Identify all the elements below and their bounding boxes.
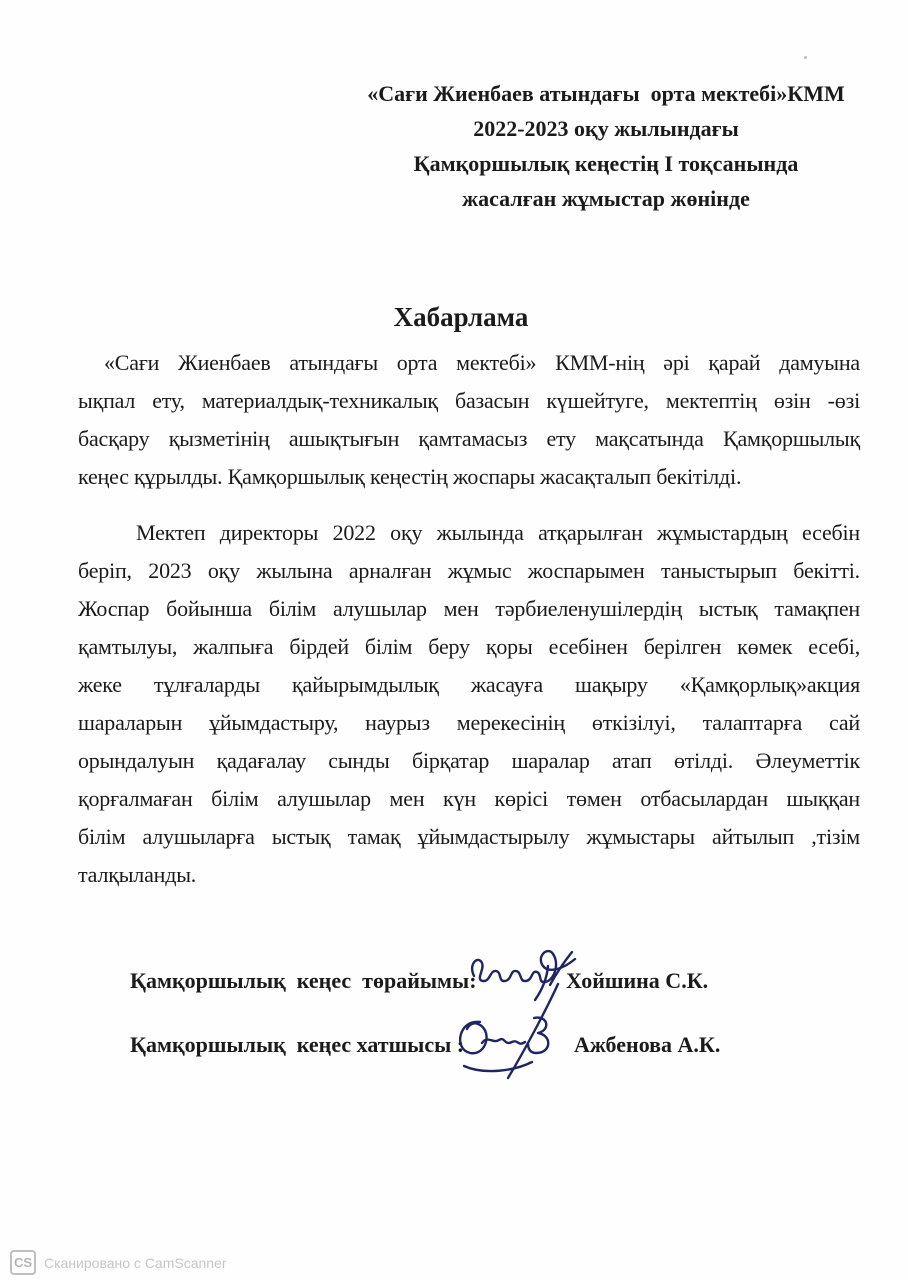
signee-name-secretary: Ажбенова А.К.: [574, 1032, 721, 1057]
header-line-3: Қамқоршылық кеңестің I тоқсанында: [413, 151, 799, 176]
signee-name-chairwoman: Хойшина С.К.: [566, 968, 709, 993]
text-line: басқару қызметінің ашықтығын қамтамасыз ету мақсатында Қамқоршылық: [78, 426, 860, 451]
camscanner-badge-icon: CS: [10, 1250, 36, 1275]
text-line: шараларын ұйымдастыру, наурыз мерекесінің өткізілуі, талаптарға сай: [78, 710, 860, 735]
text-line: ықпал ету, материалдық-техникалық базасын күшейтуге, мектептің өзін -өзі: [78, 388, 860, 413]
text-line: кеңес құрылды. Қамқоршылық кеңестің жоспары жасақталып бекітілді.: [78, 464, 742, 489]
paragraph-2: [78, 514, 860, 894]
page-title: Хабарлама: [393, 302, 529, 332]
text-line: қорғалмаған білім алушылар мен күн көрісі төмен отбасылардан шыққан: [78, 786, 860, 811]
handwritten-signature-secretary: [446, 978, 576, 1083]
text-line: Жоспар бойынша білім алушылар мен тәрбиеленушілердің ыстық тамақпен: [78, 596, 860, 621]
header-line-1: «Сағи Жиенбаев атындағы орта мектебі»КММ: [367, 81, 845, 106]
text-line: Мектеп директоры 2022 оқу жылында атқарылған жұмыстардың есебін: [136, 520, 860, 545]
header-line-2: 2022-2023 оқу жылындағы: [473, 116, 739, 141]
signature-label-chairwoman: Қамқоршылық кеңес төрайымы:: [130, 968, 477, 993]
text-line: талқыланды.: [78, 862, 197, 887]
signature-label-secretary: Қамқоршылық кеңес хатшысы :: [130, 1032, 465, 1057]
text-line: қамтылуы, жалпыға бірдей білім беру қоры есебінен берілген көмек есебі,: [78, 634, 860, 659]
text-line: білім алушыларға ыстық тамақ ұйымдастырылу жұмыстары айтылып ,тізім: [78, 824, 860, 849]
paragraph-1: [78, 344, 860, 496]
camscanner-watermark-text: Сканировано с CamScanner: [44, 1254, 227, 1271]
camscanner-watermark: [10, 1250, 227, 1275]
text-line: «Сағи Жиенбаев атындағы орта мектебі» КММ-нің әрі қарай дамуына: [104, 350, 860, 375]
scan-artifact-speck: [804, 56, 807, 59]
text-line: орындалуын қадағалау сынды бірқатар шаралар атап өтілді. Әлеуметтік: [78, 748, 860, 773]
text-line: беріп, 2023 оқу жылына арналған жұмыс жоспарымен таныстырып бекітті.: [78, 558, 860, 583]
header-line-4: жасалған жұмыстар жөнінде: [462, 186, 750, 211]
document-header: [348, 76, 864, 216]
text-line: жеке тұлғаларды қайырымдылық жасауға шақыру «Қамқорлық»акция: [78, 672, 860, 697]
